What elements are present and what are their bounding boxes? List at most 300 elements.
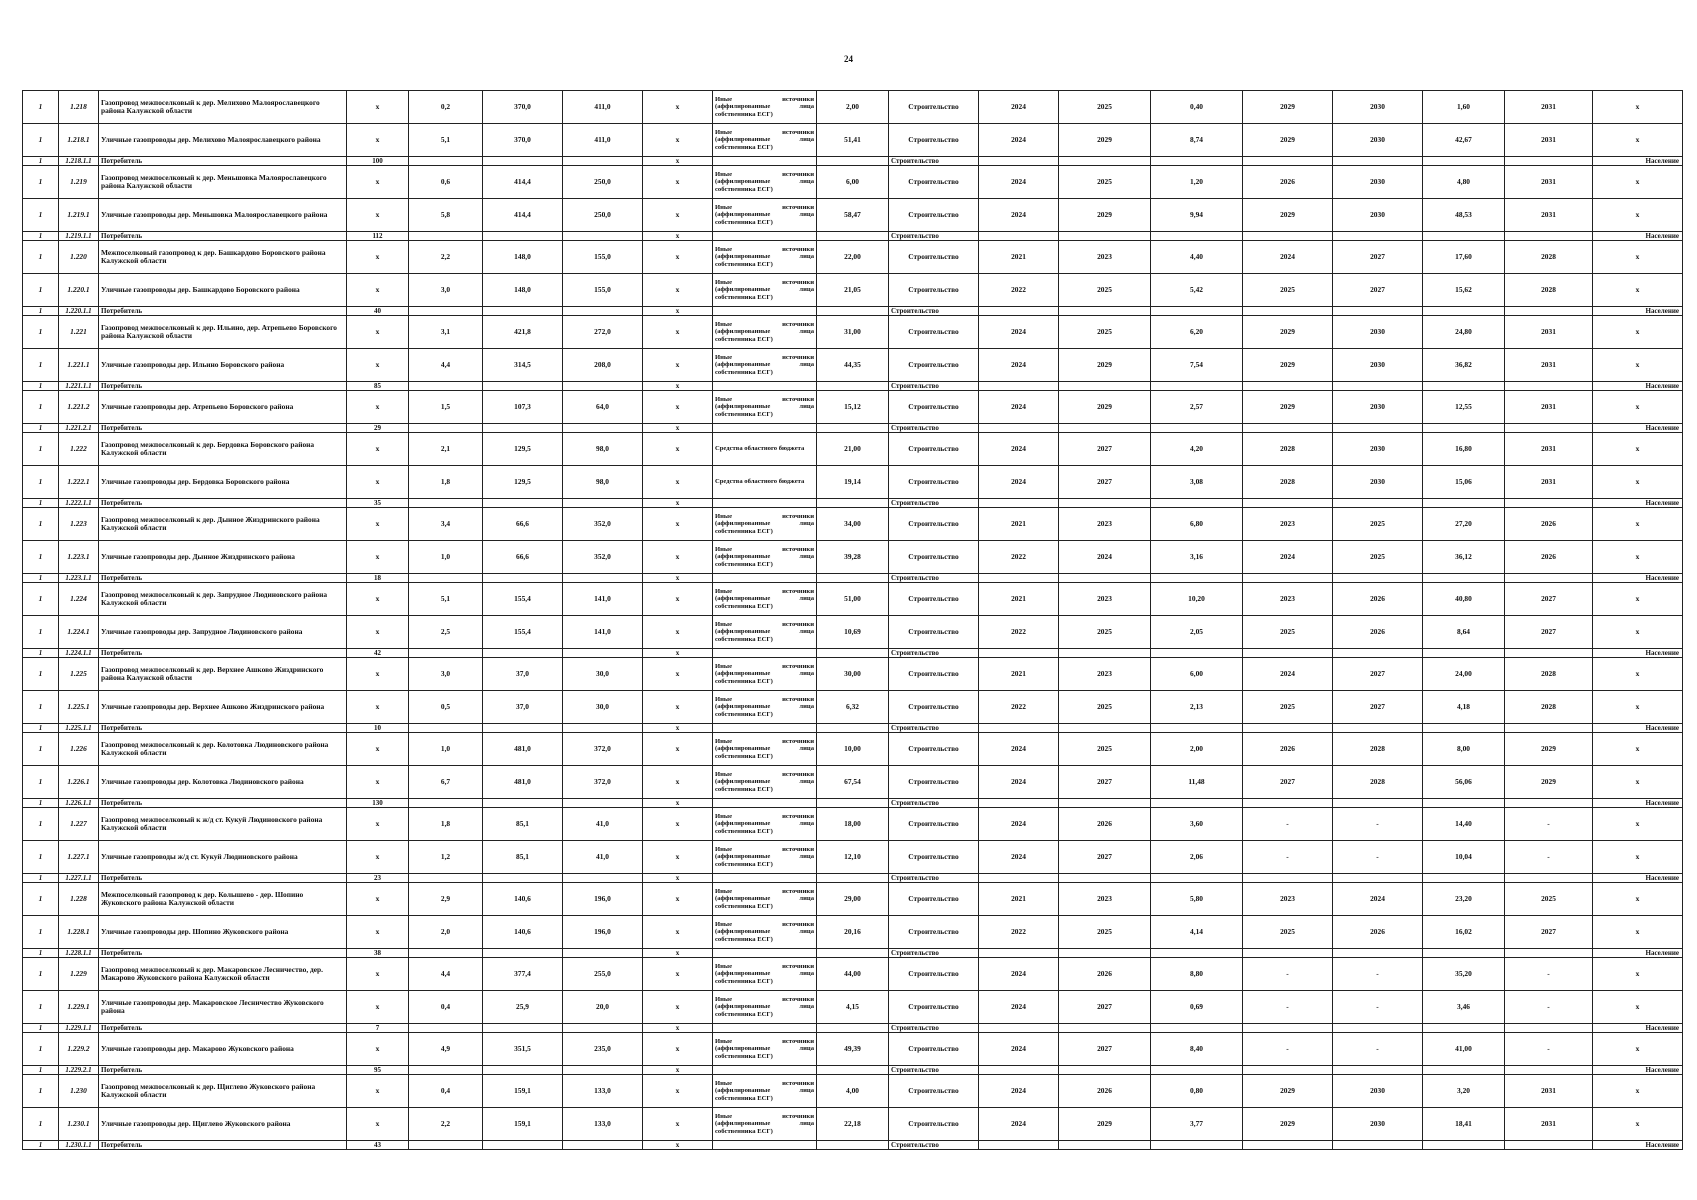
category-cell: Население [1593,232,1683,241]
table-row [23,349,1683,382]
row-index-cell: 1 [23,274,59,307]
amount-b-cell: 24,00 [1423,658,1505,691]
work-type-cell: Строительство [889,424,979,433]
amount-a-cell: 2,00 [1151,733,1243,766]
mark-cell: x [643,382,713,391]
year-c-cell: 2024 [1243,241,1333,274]
category-cell: Население [1593,1066,1683,1075]
object-name-cell: Уличные газопроводы дер. Бердовка Боровского района [99,466,347,499]
table-row [23,841,1683,874]
end-year-cell: 2023 [1059,883,1151,916]
year-d-cell: 2026 [1333,616,1423,649]
item-number-cell: 1.221.2.1 [59,424,99,433]
mark-cell: x [643,199,713,232]
cost-cell: 22,00 [817,241,889,274]
year-e-cell: 2031 [1505,316,1593,349]
mark-cell: x [643,991,713,1024]
category-cell: x [1593,733,1683,766]
value-b-cell: 372,0 [563,733,643,766]
item-number-cell: 1.219.1 [59,199,99,232]
funding-source-cell [713,574,817,583]
funding-source-cell: Иные источники (аффилированные лица собственника ЕСГ) [713,583,817,616]
cost-cell [817,424,889,433]
funding-source-cell [713,1141,817,1150]
value-b-cell [563,574,643,583]
funding-source-cell: Средства областного бюджета [713,433,817,466]
value-b-cell: 64,0 [563,391,643,424]
work-type-cell: Строительство [889,199,979,232]
count-cell: 85 [347,382,409,391]
work-type-cell: Строительство [889,733,979,766]
value-a-cell: 370,0 [483,124,563,157]
cost-cell: 22,18 [817,1108,889,1141]
count-cell: 23 [347,874,409,883]
item-number-cell: 1.222.1 [59,466,99,499]
object-name-cell: Потребитель [99,649,347,658]
work-type-cell: Строительство [889,916,979,949]
work-type-cell: Строительство [889,91,979,124]
object-name-cell: Потребитель [99,874,347,883]
amount-b-cell: 14,40 [1423,808,1505,841]
end-year-cell [1059,382,1151,391]
length-cell [409,424,483,433]
value-a-cell: 66,6 [483,541,563,574]
object-name-cell: Потребитель [99,232,347,241]
amount-b-cell: 10,04 [1423,841,1505,874]
cost-cell [817,574,889,583]
length-cell: 4,4 [409,349,483,382]
item-number-cell: 1.221 [59,316,99,349]
amount-b-cell [1423,724,1505,733]
amount-b-cell: 23,20 [1423,883,1505,916]
item-number-cell: 1.229.1.1 [59,1024,99,1033]
category-cell: Население [1593,1024,1683,1033]
funding-source-cell: Иные источники (аффилированные лица собственника ЕСГ) [713,349,817,382]
consumer-row [23,157,1683,166]
item-number-cell: 1.224.1.1 [59,649,99,658]
item-number-cell: 1.224.1 [59,616,99,649]
funding-source-cell: Иные источники (аффилированные лица собственника ЕСГ) [713,1075,817,1108]
object-name-cell: Уличные газопроводы дер. Макарово Жуковского района [99,1033,347,1066]
year-e-cell [1505,307,1593,316]
value-a-cell [483,382,563,391]
year-c-cell: 2029 [1243,316,1333,349]
start-year-cell: 2024 [979,316,1059,349]
category-cell: Население [1593,157,1683,166]
value-a-cell [483,1141,563,1150]
object-name-cell: Газопровод межпоселковый к дер. Щиглево Жуковского района Калужской области [99,1075,347,1108]
value-a-cell: 414,4 [483,199,563,232]
length-cell: 0,2 [409,91,483,124]
value-a-cell [483,949,563,958]
start-year-cell: 2021 [979,883,1059,916]
cost-cell [817,799,889,808]
value-a-cell [483,157,563,166]
value-b-cell: 352,0 [563,541,643,574]
year-c-cell: 2025 [1243,916,1333,949]
category-cell: x [1593,466,1683,499]
funding-source-cell: Иные источники (аффилированные лица собственника ЕСГ) [713,124,817,157]
value-b-cell: 141,0 [563,583,643,616]
year-d-cell [1333,724,1423,733]
amount-b-cell: 1,60 [1423,91,1505,124]
row-index-cell: 1 [23,232,59,241]
length-cell: 1,0 [409,541,483,574]
year-d-cell: 2030 [1333,1108,1423,1141]
table-row [23,91,1683,124]
year-d-cell: 2030 [1333,433,1423,466]
value-a-cell [483,574,563,583]
year-e-cell: 2027 [1505,916,1593,949]
year-c-cell: 2024 [1243,541,1333,574]
value-b-cell: 255,0 [563,958,643,991]
consumer-row [23,307,1683,316]
category-cell: x [1593,199,1683,232]
funding-source-cell: Средства областного бюджета [713,466,817,499]
table-row [23,808,1683,841]
length-cell [409,382,483,391]
value-a-cell: 148,0 [483,274,563,307]
year-c-cell [1243,949,1333,958]
category-cell: Население [1593,574,1683,583]
start-year-cell [979,157,1059,166]
end-year-cell: 2023 [1059,508,1151,541]
category-cell: x [1593,124,1683,157]
length-cell: 1,8 [409,808,483,841]
amount-b-cell [1423,1066,1505,1075]
year-c-cell: - [1243,1033,1333,1066]
object-name-cell: Газопровод межпоселковый к дер. Колотовка Людиновского района Калужской области [99,733,347,766]
row-index-cell: 1 [23,1033,59,1066]
end-year-cell: 2023 [1059,583,1151,616]
count-cell: 38 [347,949,409,958]
start-year-cell: 2024 [979,1075,1059,1108]
consumer-row [23,232,1683,241]
length-cell: 0,4 [409,991,483,1024]
year-e-cell: - [1505,991,1593,1024]
end-year-cell [1059,874,1151,883]
year-d-cell: 2030 [1333,199,1423,232]
cost-cell: 15,12 [817,391,889,424]
start-year-cell [979,382,1059,391]
funding-source-cell: Иные источники (аффилированные лица собственника ЕСГ) [713,316,817,349]
value-b-cell: 41,0 [563,841,643,874]
row-index-cell: 1 [23,541,59,574]
year-e-cell: 2028 [1505,658,1593,691]
amount-b-cell: 40,80 [1423,583,1505,616]
value-a-cell: 314,5 [483,349,563,382]
count-cell: 35 [347,499,409,508]
table-row [23,124,1683,157]
year-e-cell: 2031 [1505,91,1593,124]
year-d-cell: 2026 [1333,583,1423,616]
amount-b-cell [1423,157,1505,166]
start-year-cell: 2024 [979,958,1059,991]
amount-b-cell [1423,574,1505,583]
year-d-cell: 2030 [1333,391,1423,424]
consumer-row [23,949,1683,958]
amount-a-cell [1151,232,1243,241]
object-name-cell: Газопровод межпоселковый к дер. Ильино, дер. Атрепьево Боровского района Калужской области [99,316,347,349]
cost-cell [817,649,889,658]
row-index-cell: 1 [23,433,59,466]
mark-cell: x [643,349,713,382]
value-b-cell: 133,0 [563,1075,643,1108]
length-cell: 2,9 [409,883,483,916]
object-name-cell: Потребитель [99,424,347,433]
value-b-cell: 208,0 [563,349,643,382]
category-cell: x [1593,391,1683,424]
value-a-cell: 85,1 [483,841,563,874]
object-name-cell: Уличные газопроводы дер. Башкардово Боровского района [99,274,347,307]
row-index-cell: 1 [23,1066,59,1075]
start-year-cell: 2024 [979,991,1059,1024]
count-cell: x [347,508,409,541]
value-b-cell: 196,0 [563,916,643,949]
object-name-cell: Уличные газопроводы дер. Запрудное Людиновского района [99,616,347,649]
object-name-cell: Уличные газопроводы дер. Дынное Жиздринского района [99,541,347,574]
funding-source-cell: Иные источники (аффилированные лица собственника ЕСГ) [713,766,817,799]
funding-source-cell: Иные источники (аффилированные лица собственника ЕСГ) [713,991,817,1024]
length-cell: 4,9 [409,1033,483,1066]
category-cell: x [1593,166,1683,199]
year-c-cell: 2029 [1243,1075,1333,1108]
value-a-cell [483,424,563,433]
year-c-cell: 2027 [1243,766,1333,799]
value-a-cell [483,649,563,658]
value-a-cell: 37,0 [483,658,563,691]
work-type-cell: Строительство [889,691,979,724]
length-cell [409,1141,483,1150]
mark-cell: x [643,799,713,808]
end-year-cell [1059,499,1151,508]
year-d-cell: 2028 [1333,733,1423,766]
mark-cell: x [643,691,713,724]
funding-source-cell: Иные источники (аффилированные лица собственника ЕСГ) [713,166,817,199]
count-cell: x [347,241,409,274]
value-a-cell: 377,4 [483,958,563,991]
value-a-cell: 85,1 [483,808,563,841]
year-c-cell: 2029 [1243,91,1333,124]
value-a-cell: 421,8 [483,316,563,349]
row-index-cell: 1 [23,157,59,166]
mark-cell: x [643,766,713,799]
length-cell: 2,0 [409,916,483,949]
row-index-cell: 1 [23,1075,59,1108]
row-index-cell: 1 [23,1141,59,1150]
item-number-cell: 1.222.1.1 [59,499,99,508]
end-year-cell [1059,1024,1151,1033]
year-c-cell: 2023 [1243,883,1333,916]
item-number-cell: 1.229.2 [59,1033,99,1066]
length-cell [409,307,483,316]
year-d-cell: - [1333,991,1423,1024]
work-type-cell: Строительство [889,1066,979,1075]
value-a-cell: 129,5 [483,433,563,466]
item-number-cell: 1.227.1.1 [59,874,99,883]
value-b-cell: 411,0 [563,124,643,157]
start-year-cell [979,1066,1059,1075]
amount-b-cell: 3,46 [1423,991,1505,1024]
cost-cell: 21,05 [817,274,889,307]
start-year-cell [979,424,1059,433]
end-year-cell: 2025 [1059,274,1151,307]
amount-a-cell [1151,499,1243,508]
work-type-cell: Строительство [889,316,979,349]
value-b-cell: 155,0 [563,274,643,307]
item-number-cell: 1.225 [59,658,99,691]
row-index-cell: 1 [23,883,59,916]
year-d-cell: - [1333,1033,1423,1066]
cost-cell [817,1066,889,1075]
object-name-cell: Газопровод межпоселковый к дер. Дынное Жиздринского района Калужской области [99,508,347,541]
amount-b-cell: 36,12 [1423,541,1505,574]
end-year-cell: 2029 [1059,349,1151,382]
value-b-cell: 41,0 [563,808,643,841]
start-year-cell: 2024 [979,733,1059,766]
mark-cell: x [643,307,713,316]
amount-b-cell: 17,60 [1423,241,1505,274]
funding-source-cell [713,232,817,241]
row-index-cell: 1 [23,424,59,433]
category-cell: x [1593,91,1683,124]
cost-cell [817,157,889,166]
row-index-cell: 1 [23,124,59,157]
consumer-row [23,382,1683,391]
start-year-cell [979,949,1059,958]
item-number-cell: 1.218.1.1 [59,157,99,166]
start-year-cell: 2022 [979,616,1059,649]
work-type-cell: Строительство [889,241,979,274]
category-cell: x [1593,508,1683,541]
category-cell: Население [1593,499,1683,508]
work-type-cell: Строительство [889,232,979,241]
end-year-cell: 2025 [1059,733,1151,766]
year-e-cell: 2031 [1505,124,1593,157]
value-a-cell: 129,5 [483,466,563,499]
year-d-cell: - [1333,808,1423,841]
value-b-cell: 250,0 [563,199,643,232]
work-type-cell: Строительство [889,349,979,382]
count-cell: 10 [347,724,409,733]
amount-b-cell: 16,02 [1423,916,1505,949]
amount-b-cell: 27,20 [1423,508,1505,541]
value-b-cell: 272,0 [563,316,643,349]
object-name-cell: Газопровод межпоселковый к дер. Бердовка Боровского района Калужской области [99,433,347,466]
count-cell: 112 [347,232,409,241]
year-d-cell: 2027 [1333,241,1423,274]
amount-a-cell [1151,649,1243,658]
row-index-cell: 1 [23,658,59,691]
count-cell: x [347,766,409,799]
amount-a-cell: 8,80 [1151,958,1243,991]
table-row [23,916,1683,949]
length-cell: 3,4 [409,508,483,541]
year-c-cell [1243,649,1333,658]
mark-cell: x [643,1141,713,1150]
item-number-cell: 1.218 [59,91,99,124]
year-e-cell [1505,874,1593,883]
start-year-cell: 2024 [979,1033,1059,1066]
amount-a-cell: 0,40 [1151,91,1243,124]
end-year-cell [1059,949,1151,958]
start-year-cell: 2024 [979,433,1059,466]
start-year-cell: 2021 [979,583,1059,616]
year-e-cell: 2031 [1505,1108,1593,1141]
item-number-cell: 1.228.1.1 [59,949,99,958]
year-d-cell [1333,874,1423,883]
value-b-cell [563,307,643,316]
year-d-cell: - [1333,841,1423,874]
category-cell: Население [1593,649,1683,658]
amount-a-cell [1151,157,1243,166]
funding-source-cell: Иные источники (аффилированные лица собственника ЕСГ) [713,841,817,874]
end-year-cell: 2023 [1059,658,1151,691]
value-a-cell [483,874,563,883]
length-cell: 1,2 [409,841,483,874]
work-type-cell: Строительство [889,1141,979,1150]
end-year-cell: 2026 [1059,1075,1151,1108]
work-type-cell: Строительство [889,574,979,583]
funding-source-cell: Иные источники (аффилированные лица собственника ЕСГ) [713,616,817,649]
category-cell: x [1593,808,1683,841]
work-type-cell: Строительство [889,583,979,616]
table-row [23,433,1683,466]
funding-source-cell [713,874,817,883]
amount-b-cell [1423,949,1505,958]
cost-cell: 34,00 [817,508,889,541]
amount-b-cell: 15,06 [1423,466,1505,499]
amount-b-cell: 36,82 [1423,349,1505,382]
object-name-cell: Уличные газопроводы дер. Атрепьево Боровского района [99,391,347,424]
start-year-cell: 2022 [979,916,1059,949]
year-c-cell [1243,499,1333,508]
item-number-cell: 1.220 [59,241,99,274]
consumer-row [23,724,1683,733]
length-cell [409,574,483,583]
start-year-cell: 2024 [979,199,1059,232]
count-cell: 95 [347,1066,409,1075]
year-d-cell [1333,157,1423,166]
length-cell: 3,0 [409,274,483,307]
count-cell: x [347,583,409,616]
year-e-cell: 2031 [1505,349,1593,382]
table-row [23,1033,1683,1066]
year-c-cell: - [1243,841,1333,874]
item-number-cell: 1.229.1 [59,991,99,1024]
value-b-cell: 133,0 [563,1108,643,1141]
mark-cell: x [643,949,713,958]
object-name-cell: Потребитель [99,1066,347,1075]
value-b-cell [563,949,643,958]
object-name-cell: Уличные газопроводы ж/д ст. Кукуй Людиновского района [99,841,347,874]
year-c-cell [1243,157,1333,166]
work-type-cell: Строительство [889,799,979,808]
year-c-cell: 2029 [1243,199,1333,232]
work-type-cell: Строительство [889,499,979,508]
amount-a-cell: 6,20 [1151,316,1243,349]
amount-a-cell [1151,1066,1243,1075]
end-year-cell: 2029 [1059,199,1151,232]
length-cell: 2,2 [409,241,483,274]
year-d-cell: 2030 [1333,166,1423,199]
work-type-cell: Строительство [889,958,979,991]
year-e-cell: 2026 [1505,541,1593,574]
count-cell: x [347,124,409,157]
row-index-cell: 1 [23,766,59,799]
year-d-cell [1333,424,1423,433]
mark-cell: x [643,958,713,991]
